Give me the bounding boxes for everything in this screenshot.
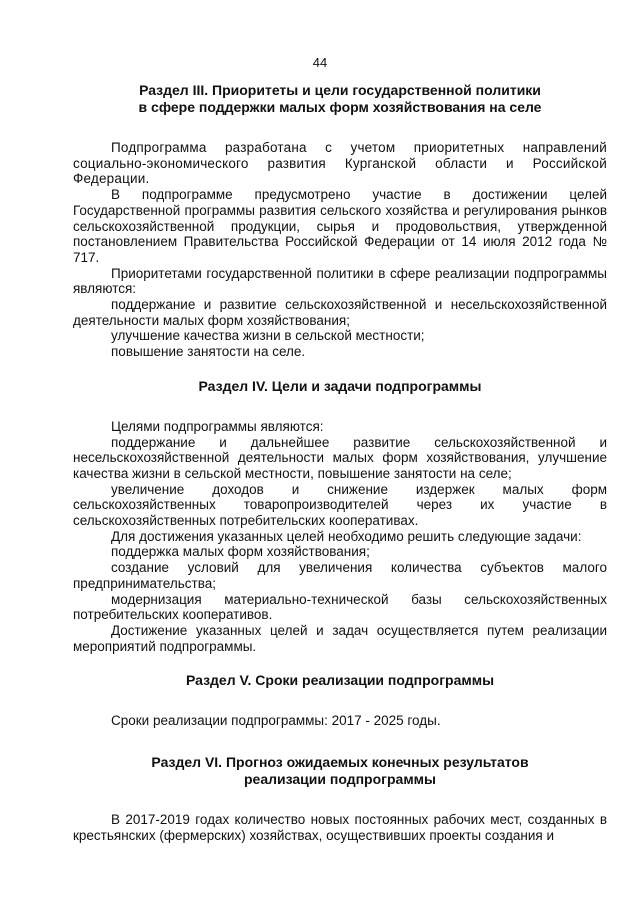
section-3-body (73, 140, 607, 360)
heading-line: в сфере поддержки малых форм хозяйствования на селе (138, 99, 542, 115)
section-6-body (73, 812, 607, 843)
page-number: 44 (312, 55, 328, 70)
paragraph: Подпрограмма разработана с учетом приоритетных направлений социально-экономического развития Курганской области и Российской Федерации. (73, 140, 607, 187)
paragraph: Достижение указанных целей и задач осуществляется путем реализации мероприятий подпрограммы. (73, 622, 607, 654)
paragraph: Сроки реализации подпрограммы: 2017 - 2025 годы. (111, 713, 441, 729)
paragraph: В 2017-2019 годах количество новых постоянных рабочих мест, созданных в крестьянских (фермерских) хозяйствах, осуществивших проекты создания и (73, 812, 607, 843)
heading-line: реализации подпрограммы (243, 771, 436, 788)
paragraph: поддержка малых форм хозяйствования; (111, 544, 370, 560)
paragraph: повышение занятости на селе. (111, 344, 306, 360)
section-4-body (73, 419, 607, 655)
heading-line: Раздел VI. Прогноз ожидаемых конечных результатов (151, 754, 529, 771)
section-4-heading (73, 378, 607, 395)
paragraph: Для достижения указанных целей необходимо решить следующие задачи: (111, 528, 582, 544)
paragraph: увеличение доходов и снижение издержек малых форм сельскохозяйственных товаропроизводителей через их участие в сельскохозяйственных потребительских кооперативах. (73, 481, 607, 529)
paragraph: улучшение качества жизни в сельской местности; (111, 328, 425, 344)
heading-line: Раздел III. Приоритеты и цели государственной политики (139, 82, 541, 98)
section-6-heading (73, 754, 607, 788)
section-5-body (73, 713, 607, 729)
paragraph: создание условий для увеличения количества субъектов малого предпринимательства; (73, 560, 607, 591)
paragraph: В подпрограмме предусмотрено участие в достижении целей Государственной программы развития сельского хозяйства и регулирования рынков сельскохозяйственной продукции, сырья и продовольствия, утвержденной постановлением Правительства Российской Федерации от 14 июля 2012 года № 717. (73, 187, 607, 265)
document-body (73, 82, 607, 844)
paragraph: поддержание и развитие сельскохозяйственной и несельскохозяйственной деятельности малых форм хозяйствования; (73, 297, 607, 328)
heading-line: Раздел V. Сроки реализации подпрограммы (185, 672, 495, 689)
paragraph: Приоритетами государственной политики в сфере реализации подпрограммы являются: (73, 265, 607, 297)
paragraph: поддержание и дальнейшее развитие сельскохозяйственной и несельскохозяйственной деятельности малых форм хозяйствования, улучшение качества жизни в сельской местности, повышение занятости на селе; (73, 434, 607, 481)
paragraph: Целями подпрограммы являются: (111, 418, 324, 434)
paragraph: модернизация материально-технической базы сельскохозяйственных потребительских кооперативов. (73, 591, 607, 623)
section-3-heading (73, 82, 607, 116)
section-5-heading (73, 672, 607, 689)
heading-line: Раздел IV. Цели и задачи подпрограммы (198, 377, 482, 394)
